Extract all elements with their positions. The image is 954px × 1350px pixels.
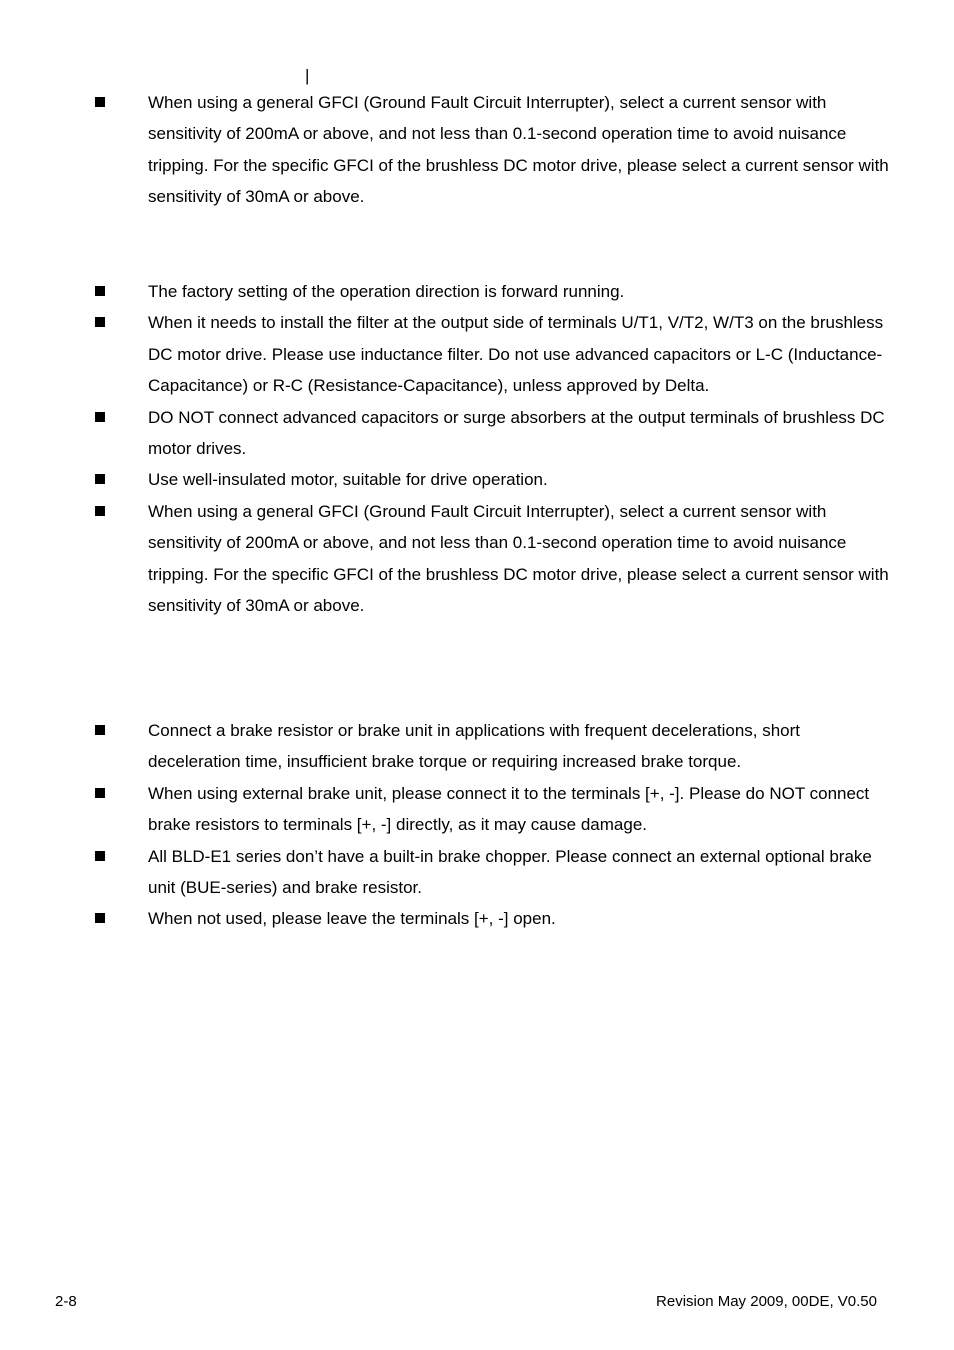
list-item [0, 87, 954, 213]
list-item [0, 778, 954, 841]
list-item-text: When not used, please leave the terminals [+, -] open. [148, 909, 556, 929]
square-bullet-icon [95, 317, 105, 327]
section-brake [0, 715, 954, 935]
list-item-text: Use well-insulated motor, suitable for drive operation. [148, 470, 548, 490]
list-item-text: All BLD-E1 series don’t have a built-in brake chopper. Please connect an external optional brake unit (BUE-series) and brake resistor. [148, 846, 872, 898]
list-item-text: When it needs to install the filter at the output side of terminals U/T1, V/T2, W/T3 on the brushless DC motor drive. Please use inductance filter. Do not use advanced capacitors or L-C (Inductance-Capacitance) or R-C (Resistance-Capacitance), unless approved by Delta. [148, 313, 884, 396]
list-item [0, 464, 954, 495]
list-item [0, 307, 954, 401]
list-item-text: Connect a brake resistor or brake unit in applications with frequent decelerations, short deceleration time, insufficient brake torque or requiring increased brake torque. [148, 721, 801, 772]
section-gfci [0, 87, 954, 213]
text-cursor-mark: | [305, 66, 310, 85]
square-bullet-icon [95, 412, 105, 422]
list-item [0, 276, 954, 307]
list-item-text: When using external brake unit, please connect it to the terminals [+, -]. Please do NOT connect brake resistors to terminals [+, -] directly, as it may cause damage. [148, 783, 870, 835]
list-item [0, 402, 954, 465]
list-item [0, 841, 954, 904]
square-bullet-icon [95, 474, 105, 484]
list-item-text: When using a general GFCI (Ground Fault Circuit Interrupter), select a current sensor with sensitivity of 200mA or above, and not less than 0.1-second operation time to avoid nuisance tripping. For the specific GFCI of the brushless DC motor drive, please select a current sensor with sensitivity of 30mA or above. [148, 93, 889, 207]
page-number: 2-8 [55, 1293, 77, 1310]
list-item [0, 715, 954, 778]
list-item-text: When using a general GFCI (Ground Fault Circuit Interrupter), select a current sensor with sensitivity of 200mA or above, and not less than 0.1-second operation time to avoid nuisance tripping. For the specific GFCI of the brushless DC motor drive, please select a current sensor with sensitivity of 30mA or above. [148, 501, 889, 616]
square-bullet-icon [95, 506, 105, 516]
square-bullet-icon [95, 725, 105, 735]
list-item-text: DO NOT connect advanced capacitors or surge absorbers at the output terminals of brushless DC motor drives. [148, 407, 885, 459]
list-item-text: The factory setting of the operation direction is forward running. [148, 282, 625, 301]
square-bullet-icon [95, 286, 105, 296]
list-item [0, 903, 954, 934]
square-bullet-icon [95, 851, 105, 861]
list-item [0, 496, 954, 622]
section-output-terminals [0, 276, 954, 621]
square-bullet-icon [95, 913, 105, 923]
revision-info: Revision May 2009, 00DE, V0.50 [656, 1293, 877, 1310]
square-bullet-icon [95, 97, 105, 107]
square-bullet-icon [95, 788, 105, 798]
